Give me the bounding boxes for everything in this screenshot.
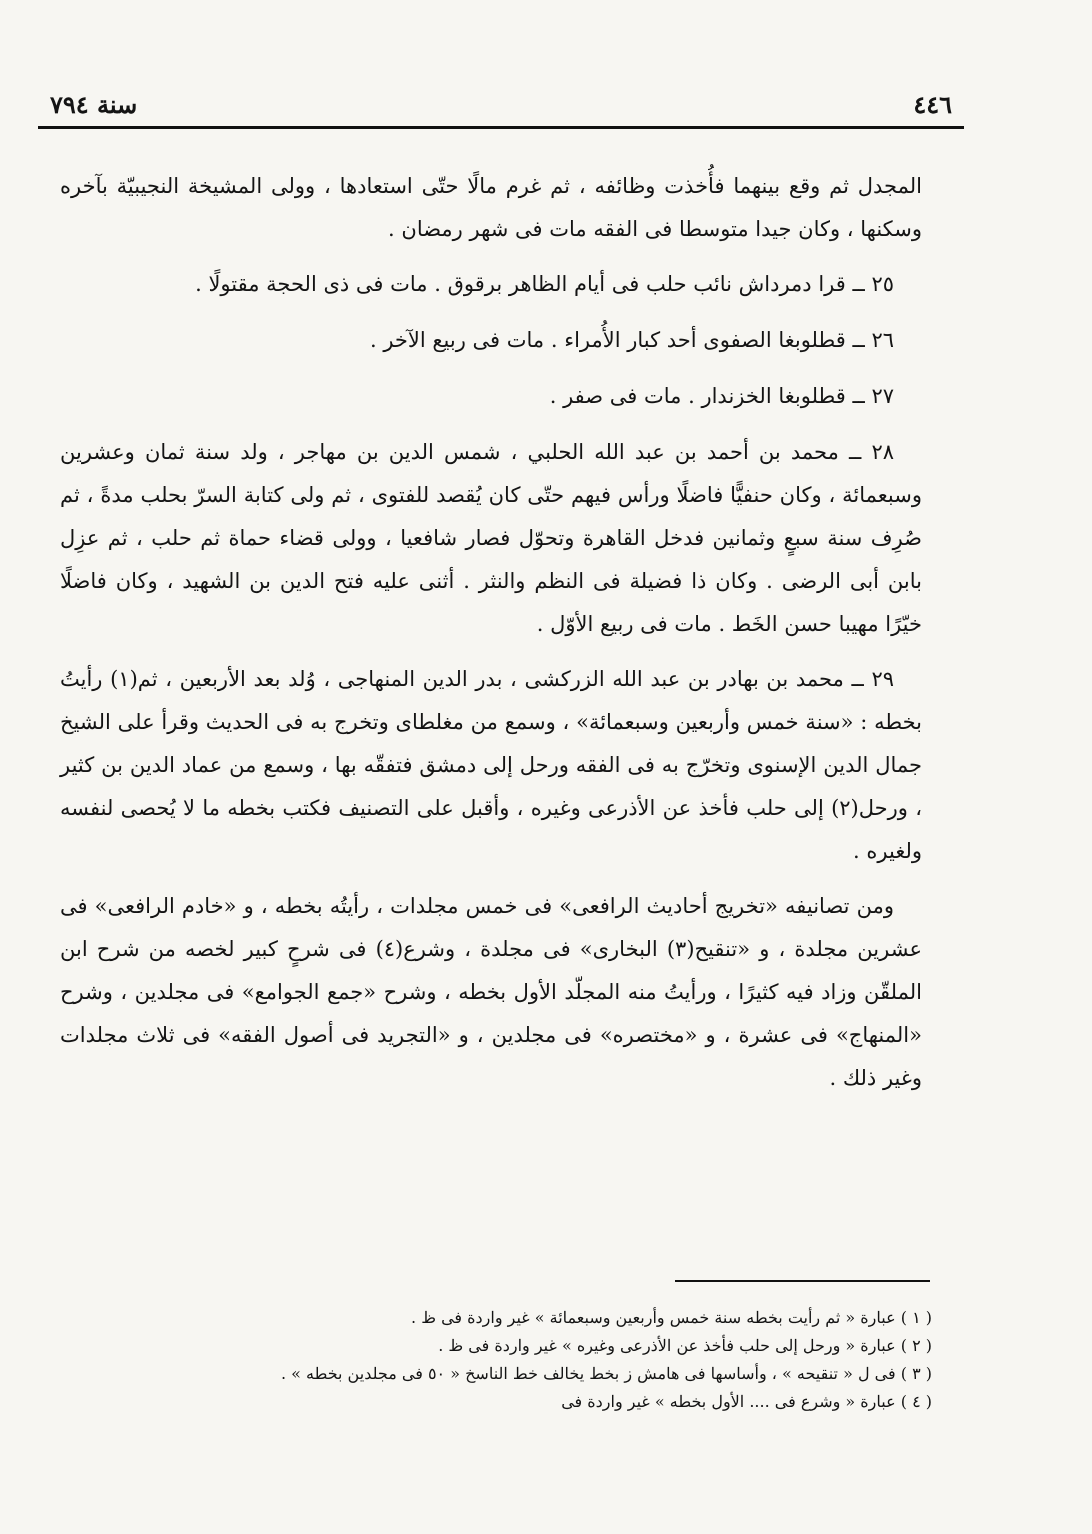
footnote-2: ( ٢ ) عبارة « ورحل إلى حلب فأخذ عن الأذرعى وغيره » غير واردة فى ظ .	[438, 1336, 932, 1355]
entry-25: ٢٥ ــ قرا دمرداش نائب حلب فى أيام الظاهر برقوق . مات فى ذى الحجة مقتولًا .	[195, 272, 894, 296]
header-rule	[38, 126, 964, 129]
entry-26: ٢٦ ــ قطلوبغا الصفوى أحد كبار الأُمراء . مات فى ربيع الآخر .	[369, 328, 894, 352]
page-header	[50, 90, 952, 120]
page-number: ٤٤٦	[913, 90, 952, 119]
footnote-1: ( ١ ) عبارة « ثم رأيت بخطه سنة خمس وأربعين وسبعمائة » غير واردة فى ظ .	[411, 1308, 932, 1327]
footnote-3: ( ٣ ) فى ل « تنقيحه » ، وأساسها فى هامش ز بخط يخالف خط الناسخ « ٥٠ فى مجلدين بخطه » .	[280, 1364, 932, 1383]
works-paragraph: ومن تصانيفه «تخريج أحاديث الرافعى» فى خمس مجلدات ، رأيتُه بخطه ، و «خادم الرافعى» فى عشرين مجلدة ، و «تنقيح(٣) البخارى» فى مجلدة ، وشرع(٤) فى شرحٍ كبير لخصه من شرح ابن الملقّن وزاد فيه كثيرًا ، ورأيتُ منه المجلّد الأول بخطه ، وشرح «جمع الجوامع» فى مجلدين ، وشرح «المنهاج» فى عشرة ، و «مختصره» فى مجلدين ، و «التجريد فى أصول الفقه» فى ثلاث مجلدات وغير ذلك .	[60, 894, 922, 1090]
paragraph-continued: المجدل ثم وقع بينهما فأُخذت وظائفه ، ثم غرم مالًا حتّى استعادها ، وولى المشيخة النجيبيّة بآخره وسكنها ، وكان جيدا متوسطا فى الفقه مات فى شهر رمضان .	[60, 174, 922, 241]
year-heading: سنة ٧٩٤	[50, 90, 138, 119]
footnote-rule	[675, 1280, 930, 1282]
entry-29: ٢٩ ــ محمد بن بهادر بن عبد الله الزركشى ، بدر الدين المنهاجى ، وُلد بعد الأربعين ، ثم(١) رأيتُ بخطه : «سنة خمس وأربعين وسبعمائة» ، وسمع من مغلطاى وتخرج به فى الحديث وقرأ على الشيخ جمال الدين الإسنوى وتخرّج به فى الفقه ورحل إلى دمشق فتفقّه بها ، وسمع من عماد الدين بن كثير ، ورحل(٢) إلى حلب فأخذ عن الأذرعى وغيره ، وأقبل على التصنيف فكتب بخطه ما لا يُحصى لنفسه ولغيره .	[60, 667, 922, 863]
main-text	[60, 165, 922, 1112]
footnote-4: ( ٤ ) عبارة « وشرع فى .... الأول بخطه » غير واردة فى	[561, 1392, 932, 1411]
entry-28: ٢٨ ــ محمد بن أحمد بن عبد الله الحلبي ، شمس الدين بن مهاجر ، ولد سنة ثمان وعشرين وسبعمائة ، وكان حنفيًّا فاضلًا ورأس فيهم حتّى كان يُقصد للفتوى ، ثم ولى كتابة السرّ بحلب مدةً ، ثم صُرِف سنة سبعٍ وثمانين فدخل القاهرة وتحوّل فصار شافعيا ، وولى قضاء حماة ثم حلب ، ثم عزِل بابن أبى الرضى . وكان ذا فضيلة فى النظم والنثر . أثنى عليه فتح الدين بن الشهيد ، وكان فاضلًا خيّرًا مهيبا حسن الخَط . مات فى ربيع الأوّل .	[60, 440, 922, 636]
entry-27: ٢٧ ــ قطلوبغا الخزندار . مات فى صفر .	[549, 384, 894, 408]
footnotes	[180, 1304, 932, 1416]
